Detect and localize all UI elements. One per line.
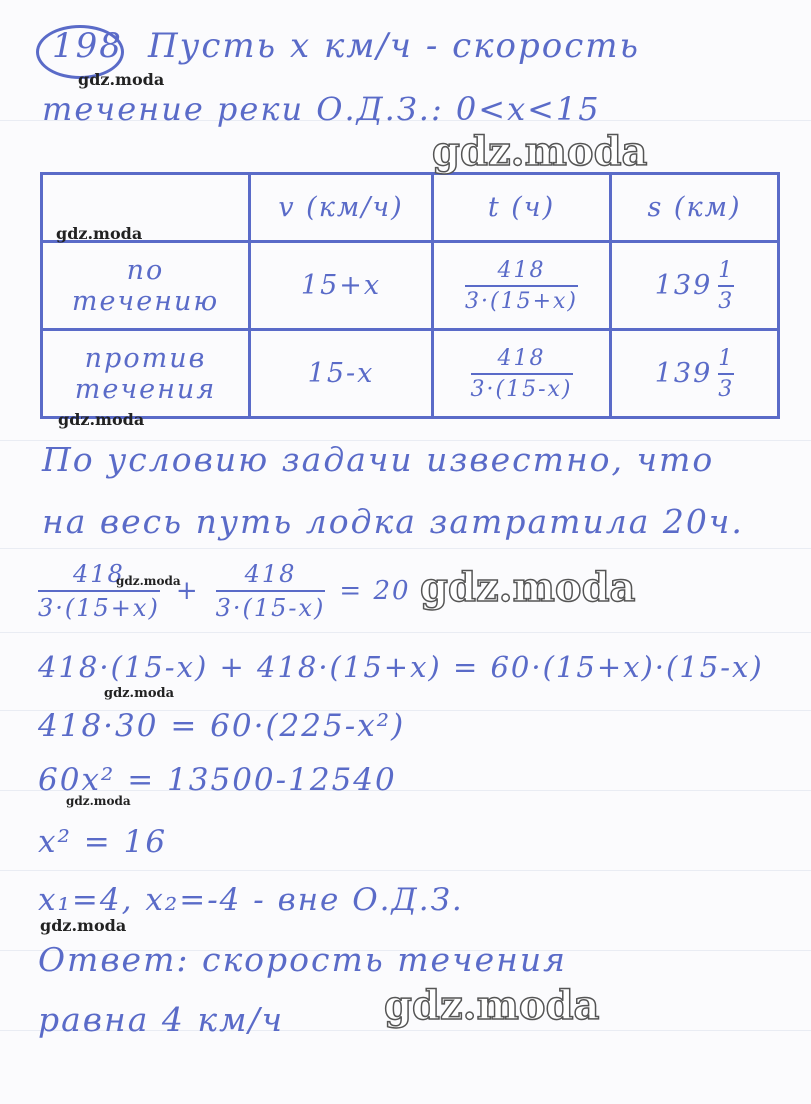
fraction-numerator: 1 <box>718 257 735 283</box>
table-header-cell: s (км) <box>611 174 779 242</box>
plus-sign: + <box>175 576 200 606</box>
distance-cell <box>611 330 779 418</box>
watermark-small: gdz.moda <box>58 410 145 429</box>
time-cell <box>433 330 611 418</box>
condition-line-1: По условию задачи известно, что <box>42 440 715 479</box>
fraction-denominator: 3 <box>718 376 735 402</box>
speed-cell: 15-x <box>250 330 433 418</box>
row-label-line-2: течения <box>74 373 217 405</box>
fraction-denominator: 3·(15+x) <box>465 288 578 314</box>
fraction-numerator: 1 <box>718 345 735 371</box>
distance-cell <box>611 242 779 330</box>
solution-step: 60x² = 13500-12540 <box>38 762 397 798</box>
watermark-small: gdz.moda <box>104 686 175 701</box>
time-fraction <box>465 258 578 314</box>
speed-cell: 15+x <box>250 242 433 330</box>
problem-statement-line-1: Пусть x км/ч - скорость <box>148 26 641 66</box>
equation-fraction-1 <box>38 560 160 622</box>
problem-number: 198 <box>52 26 123 66</box>
solution-step: 418·(15-x) + 418·(15+x) = 60·(15+x)·(15-x) <box>38 650 764 684</box>
solution-step: x² = 16 <box>38 824 168 860</box>
table-header-cell: t (ч) <box>433 174 611 242</box>
row-label-line-1: против <box>84 342 207 374</box>
row-label-line-1: по <box>126 254 165 286</box>
row-label <box>42 330 250 418</box>
equation-fraction-2 <box>216 560 326 622</box>
watermark-logo: gdz.moda <box>384 982 600 1029</box>
fraction-denominator: 3 <box>718 288 735 314</box>
watermark-small: gdz.moda <box>40 916 127 935</box>
motion-table <box>40 172 780 419</box>
fraction-numerator: 418 <box>244 560 297 588</box>
watermark-logo: gdz.moda <box>432 128 648 175</box>
watermark-small: gdz.moda <box>56 224 143 243</box>
answer-line-2: равна 4 км/ч <box>38 1000 285 1039</box>
main-equation <box>32 560 411 622</box>
row-label-line-2: течению <box>71 285 220 317</box>
fraction-numerator: 418 <box>73 560 125 588</box>
table-row <box>42 242 779 330</box>
watermark-small: gdz.moda <box>116 574 181 588</box>
distance-whole: 139 <box>654 358 713 389</box>
equation-rhs: = 20 <box>339 576 411 606</box>
fraction-denominator: 3·(15-x) <box>215 594 326 622</box>
fraction-denominator: 3·(15+x) <box>38 594 160 622</box>
distance-whole: 139 <box>654 270 713 301</box>
table-header-cell: v (км/ч) <box>250 174 433 242</box>
condition-line-2: на весь путь лодка затратила 20ч. <box>42 502 744 541</box>
fraction-numerator: 418 <box>497 257 546 283</box>
fraction-numerator: 418 <box>497 345 546 371</box>
watermark-logo: gdz.moda <box>420 564 636 611</box>
table-header-row <box>42 174 779 242</box>
solution-step: x₁=4, x₂=-4 - вне О.Д.З. <box>38 882 464 918</box>
watermark-small: gdz.moda <box>66 794 131 808</box>
answer-line-1: Ответ: скорость течения <box>38 940 567 979</box>
time-fraction <box>471 346 573 402</box>
time-cell <box>433 242 611 330</box>
problem-statement-line-2: течение реки О.Д.З.: 0<x<15 <box>42 90 601 128</box>
watermark-small: gdz.moda <box>78 70 165 89</box>
table-row <box>42 330 779 418</box>
solution-step: 418·30 = 60·(225-x²) <box>38 708 406 744</box>
fraction-denominator: 3·(15-x) <box>470 376 573 402</box>
row-label <box>42 242 250 330</box>
